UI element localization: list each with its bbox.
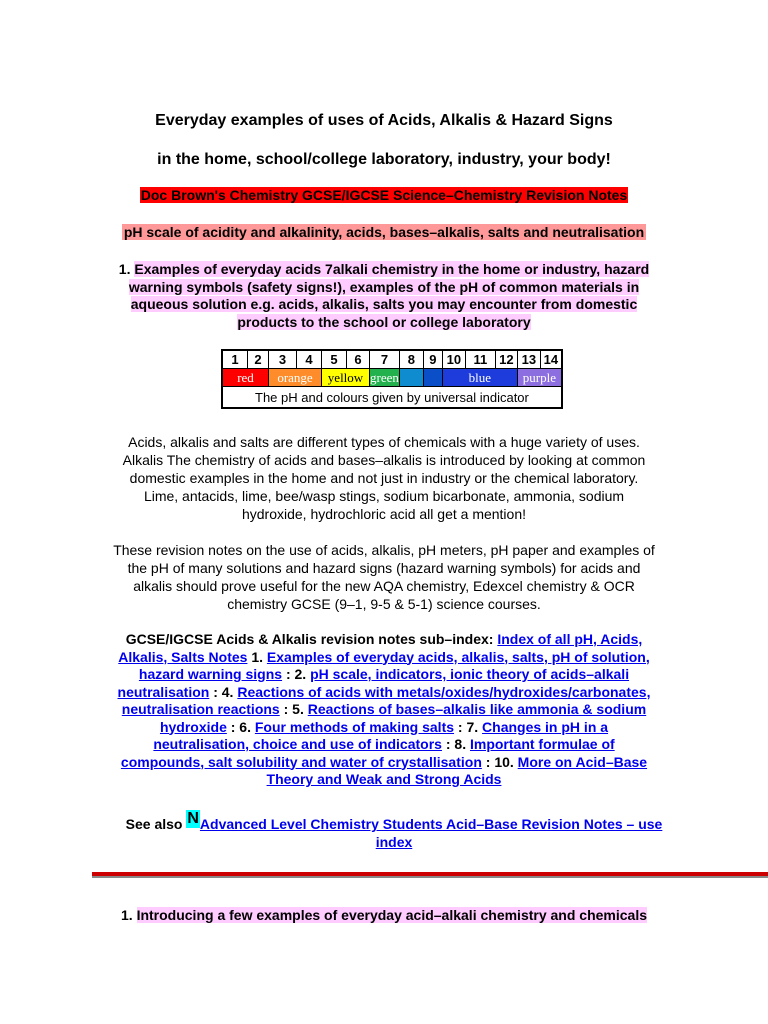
page-title: Everyday examples of uses of Acids, Alkalis & Hazard Signs <box>155 112 613 129</box>
see-also <box>60 810 728 851</box>
sub-index-intro: GCSE/IGCSE Acids & Alkalis revision notes sub–index: <box>125 631 498 647</box>
sub-index-sep: : 8. <box>441 736 470 752</box>
topic-heading <box>0 224 768 242</box>
sub-index-sep: 1. <box>247 648 267 665</box>
sub-index-sep: : 4. <box>209 683 238 700</box>
section-intro-heading <box>0 907 768 925</box>
section-1-line1: Examples of everyday acids 7alkali chemistry in the home or industry, hazard <box>134 261 650 277</box>
ph-number-cell: 14 <box>540 350 562 369</box>
courses-line: the pH of many solutions and hazard signs (hazard warning symbols) for acids and <box>127 560 641 576</box>
ph-colour-cell <box>399 369 423 387</box>
courses-line: alkalis should prove useful for the new AQA chemistry, Edexcel chemistry & OCR <box>133 578 635 594</box>
sub-index-sep: : 10. <box>481 753 518 770</box>
link-section-4[interactable]: Reactions of acids with metals/oxides/hydroxides/carbonates, <box>237 683 651 700</box>
ph-colour-row <box>222 369 562 387</box>
link-section-1-cont[interactable]: hazard warning signs <box>138 666 283 682</box>
ph-number-cell: 13 <box>517 350 540 369</box>
link-section-2-cont[interactable]: neutralisation <box>117 683 210 700</box>
link-section-5[interactable]: Reactions of bases–alkalis like ammonia & sodium <box>307 701 647 717</box>
ph-colour-cell: green <box>370 369 399 385</box>
link-section-6[interactable]: Four methods of making salts <box>254 718 455 735</box>
sub-index <box>40 631 728 789</box>
link-section-8-cont[interactable]: compounds, salt solubility and water of crystallisation <box>120 753 482 770</box>
new-badge: N <box>187 810 199 827</box>
topic-heading-text: pH scale of acidity and alkalinity, acids, bases–alkalis, salts and neutralisation <box>123 224 645 240</box>
section-1-line3: aqueous solution e.g. acids, alkalis, salts you may encounter from domestic <box>130 296 638 312</box>
section-divider <box>92 872 768 878</box>
link-section-10[interactable]: More on Acid–Base <box>517 753 648 770</box>
ph-number-cell: 11 <box>465 350 495 369</box>
link-section-7-cont[interactable]: neutralisation, choice and use of indicators <box>153 736 442 752</box>
ph-caption-row <box>222 387 562 409</box>
link-index-all[interactable]: Index of all pH, Acids, <box>497 631 643 647</box>
ph-number-row <box>222 350 562 369</box>
ph-number-cell: 1 <box>222 350 248 369</box>
courses-line: These revision notes on the use of acids, alkalis, pH meters, pH paper and examples of <box>113 542 655 558</box>
ph-colour-cell <box>423 369 442 387</box>
ph-colour-table <box>221 349 563 409</box>
page-subtitle: in the home, school/college laboratory, industry, your body! <box>157 151 611 168</box>
link-section-10-cont[interactable]: Theory and Weak and Strong Acids <box>266 771 502 787</box>
section-1-number: 1. <box>118 261 131 277</box>
link-section-8[interactable]: Important formulae of <box>469 736 615 752</box>
intro-paragraph <box>0 433 768 523</box>
ph-number-cell: 10 <box>442 350 465 369</box>
intro-line: domestic examples in the home and not just in industry or the chemical laboratory. <box>129 470 639 486</box>
ph-number-cell: 3 <box>269 350 297 369</box>
link-advanced-level-cont[interactable]: index <box>375 833 413 850</box>
intro-line: Acids, alkalis and salts are different types of chemicals with a huge variety of uses. <box>128 434 640 450</box>
section-1-line2: warning symbols (safety signs!), examples of the pH of common materials in <box>128 278 640 295</box>
site-banner <box>0 187 768 205</box>
sub-index-sep: : 5. <box>279 701 308 717</box>
ph-colour-cell: red <box>222 369 269 387</box>
ph-number-cell: 4 <box>297 350 322 369</box>
intro-line: hydroxide, hydrochloric acid all get a mention! <box>241 506 527 522</box>
intro-line: Lime, antacids, lime, bee/wasp stings, sodium bicarbonate, ammonia, sodium <box>143 488 625 504</box>
section-intro-text: Introducing a few examples of everyday acid–alkali chemistry and chemicals <box>136 907 648 923</box>
sub-index-sep: : 7. <box>454 718 483 735</box>
ph-colour-cell: purple <box>517 369 562 387</box>
sub-index-sep: : 2. <box>282 666 311 682</box>
link-section-7[interactable]: Changes in pH in a <box>482 718 609 735</box>
ph-number-cell: 12 <box>495 350 517 369</box>
link-section-5-cont[interactable]: hydroxide <box>159 718 227 735</box>
link-section-2[interactable]: pH scale, indicators, ionic theory of acids–alkali <box>310 666 630 682</box>
courses-line: chemistry GCSE (9–1, 9-5 & 5-1) science courses. <box>227 596 541 612</box>
link-section-1[interactable]: Examples of everyday acids, alkalis, salts, pH of solution, <box>266 648 650 665</box>
site-banner-text: Doc Brown's Chemistry GCSE/IGCSE Science–Chemistry Revision Notes <box>140 187 628 203</box>
section-intro-number: 1. <box>120 907 133 923</box>
see-also-label: See also <box>125 816 187 832</box>
ph-number-cell: 2 <box>248 350 269 369</box>
ph-number-cell: 7 <box>370 350 400 369</box>
ph-colour-cell: blue <box>442 369 517 387</box>
ph-number-cell: 9 <box>423 350 442 369</box>
intro-line: Alkalis The chemistry of acids and bases–alkalis is introduced by looking at common <box>122 452 646 468</box>
ph-caption: The pH and colours given by universal indicator <box>222 387 562 409</box>
link-advanced-level[interactable]: Advanced Level Chemistry Students Acid–Base Revision Notes – use <box>199 816 663 832</box>
sub-index-sep: : 6. <box>226 718 255 735</box>
link-section-4-cont[interactable]: neutralisation reactions <box>121 701 280 717</box>
courses-paragraph <box>0 541 768 613</box>
ph-colour-cell: orange <box>269 369 322 387</box>
link-index-all-cont[interactable]: Alkalis, Salts Notes <box>118 648 248 665</box>
section-1-heading <box>0 261 768 331</box>
ph-number-cell: 6 <box>347 350 370 369</box>
ph-number-cell: 5 <box>322 350 347 369</box>
ph-number-cell: 8 <box>399 350 423 369</box>
section-1-line4: products to the school or college laboratory <box>237 313 531 330</box>
ph-colour-cell: yellow <box>322 369 370 387</box>
